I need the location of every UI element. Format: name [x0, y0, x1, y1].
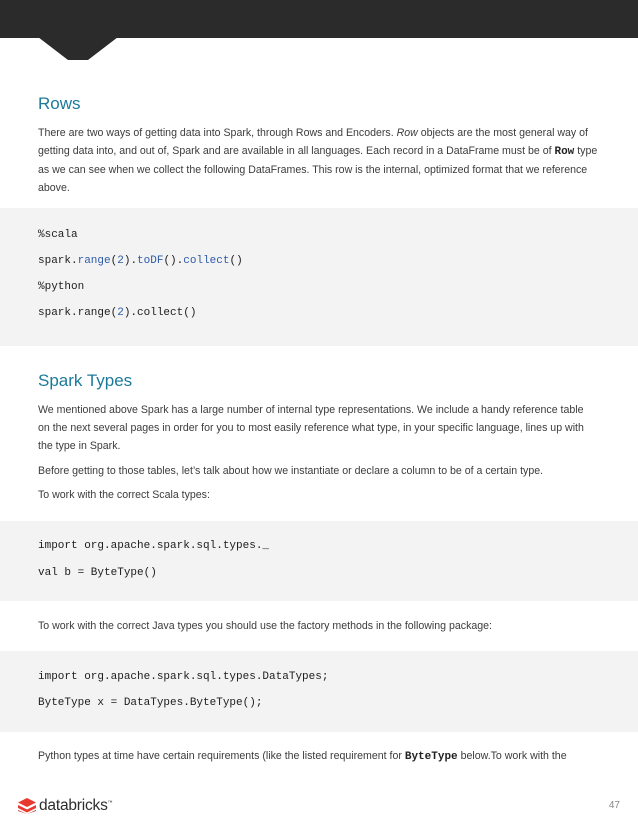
databricks-logo — [18, 797, 112, 815]
header-notch — [0, 37, 638, 63]
section-heading-spark-types: Spark Types — [38, 371, 133, 390]
code-line: import org.apache.spark.sql.types._ — [38, 540, 270, 552]
types-paragraph-3: To work with the correct Scala types: — [38, 489, 210, 501]
types-paragraph-1: We mentioned above Spark has a large number of internal type representations. We include a handy reference table on the next several pages in order for you to most easily reference what type, in your specific language, lines up with the type in Spark. — [38, 404, 584, 452]
page-number: 47 — [608, 800, 620, 811]
databricks-logo-icon — [18, 798, 36, 814]
code-line: %scala — [38, 229, 78, 241]
code-line: %python — [38, 281, 85, 293]
code-block-scala — [0, 521, 638, 601]
logo-wordmark: databricks™ — [39, 797, 113, 814]
code-line: val b = ByteType() — [38, 567, 157, 579]
code-line: spark.range(2).collect() — [38, 307, 197, 319]
rows-paragraph: There are two ways of getting data into Spark, through Rows and Encoders. Row objects are the most general way of getting data into, and out of, Spark and are available in all languages. Each record in a DataFrame must be of Row type as we can see when we collect the following DataFrames. This row is the internal, optimized format that we reference above. — [38, 127, 598, 194]
code-line: spark.range(2).toDF().collect() — [38, 255, 243, 267]
code-line: import org.apache.spark.sql.types.DataTypes; — [38, 671, 329, 683]
code-line: ByteType x = DataTypes.ByteType(); — [38, 697, 263, 709]
code-block-rows — [0, 208, 638, 346]
code-block-java — [0, 651, 638, 732]
header-band — [0, 0, 638, 38]
types-paragraph-5: Python types at time have certain requirements (like the listed requirement for ByteType below.To work with the — [38, 750, 567, 763]
types-paragraph-2: Before getting to those tables, let’s talk about how we instantiate or declare a column to be of a certain type. — [38, 465, 544, 477]
section-heading-rows: Rows — [38, 94, 81, 113]
types-paragraph-4: To work with the correct Java types you should use the factory methods in the following package: — [38, 620, 493, 632]
